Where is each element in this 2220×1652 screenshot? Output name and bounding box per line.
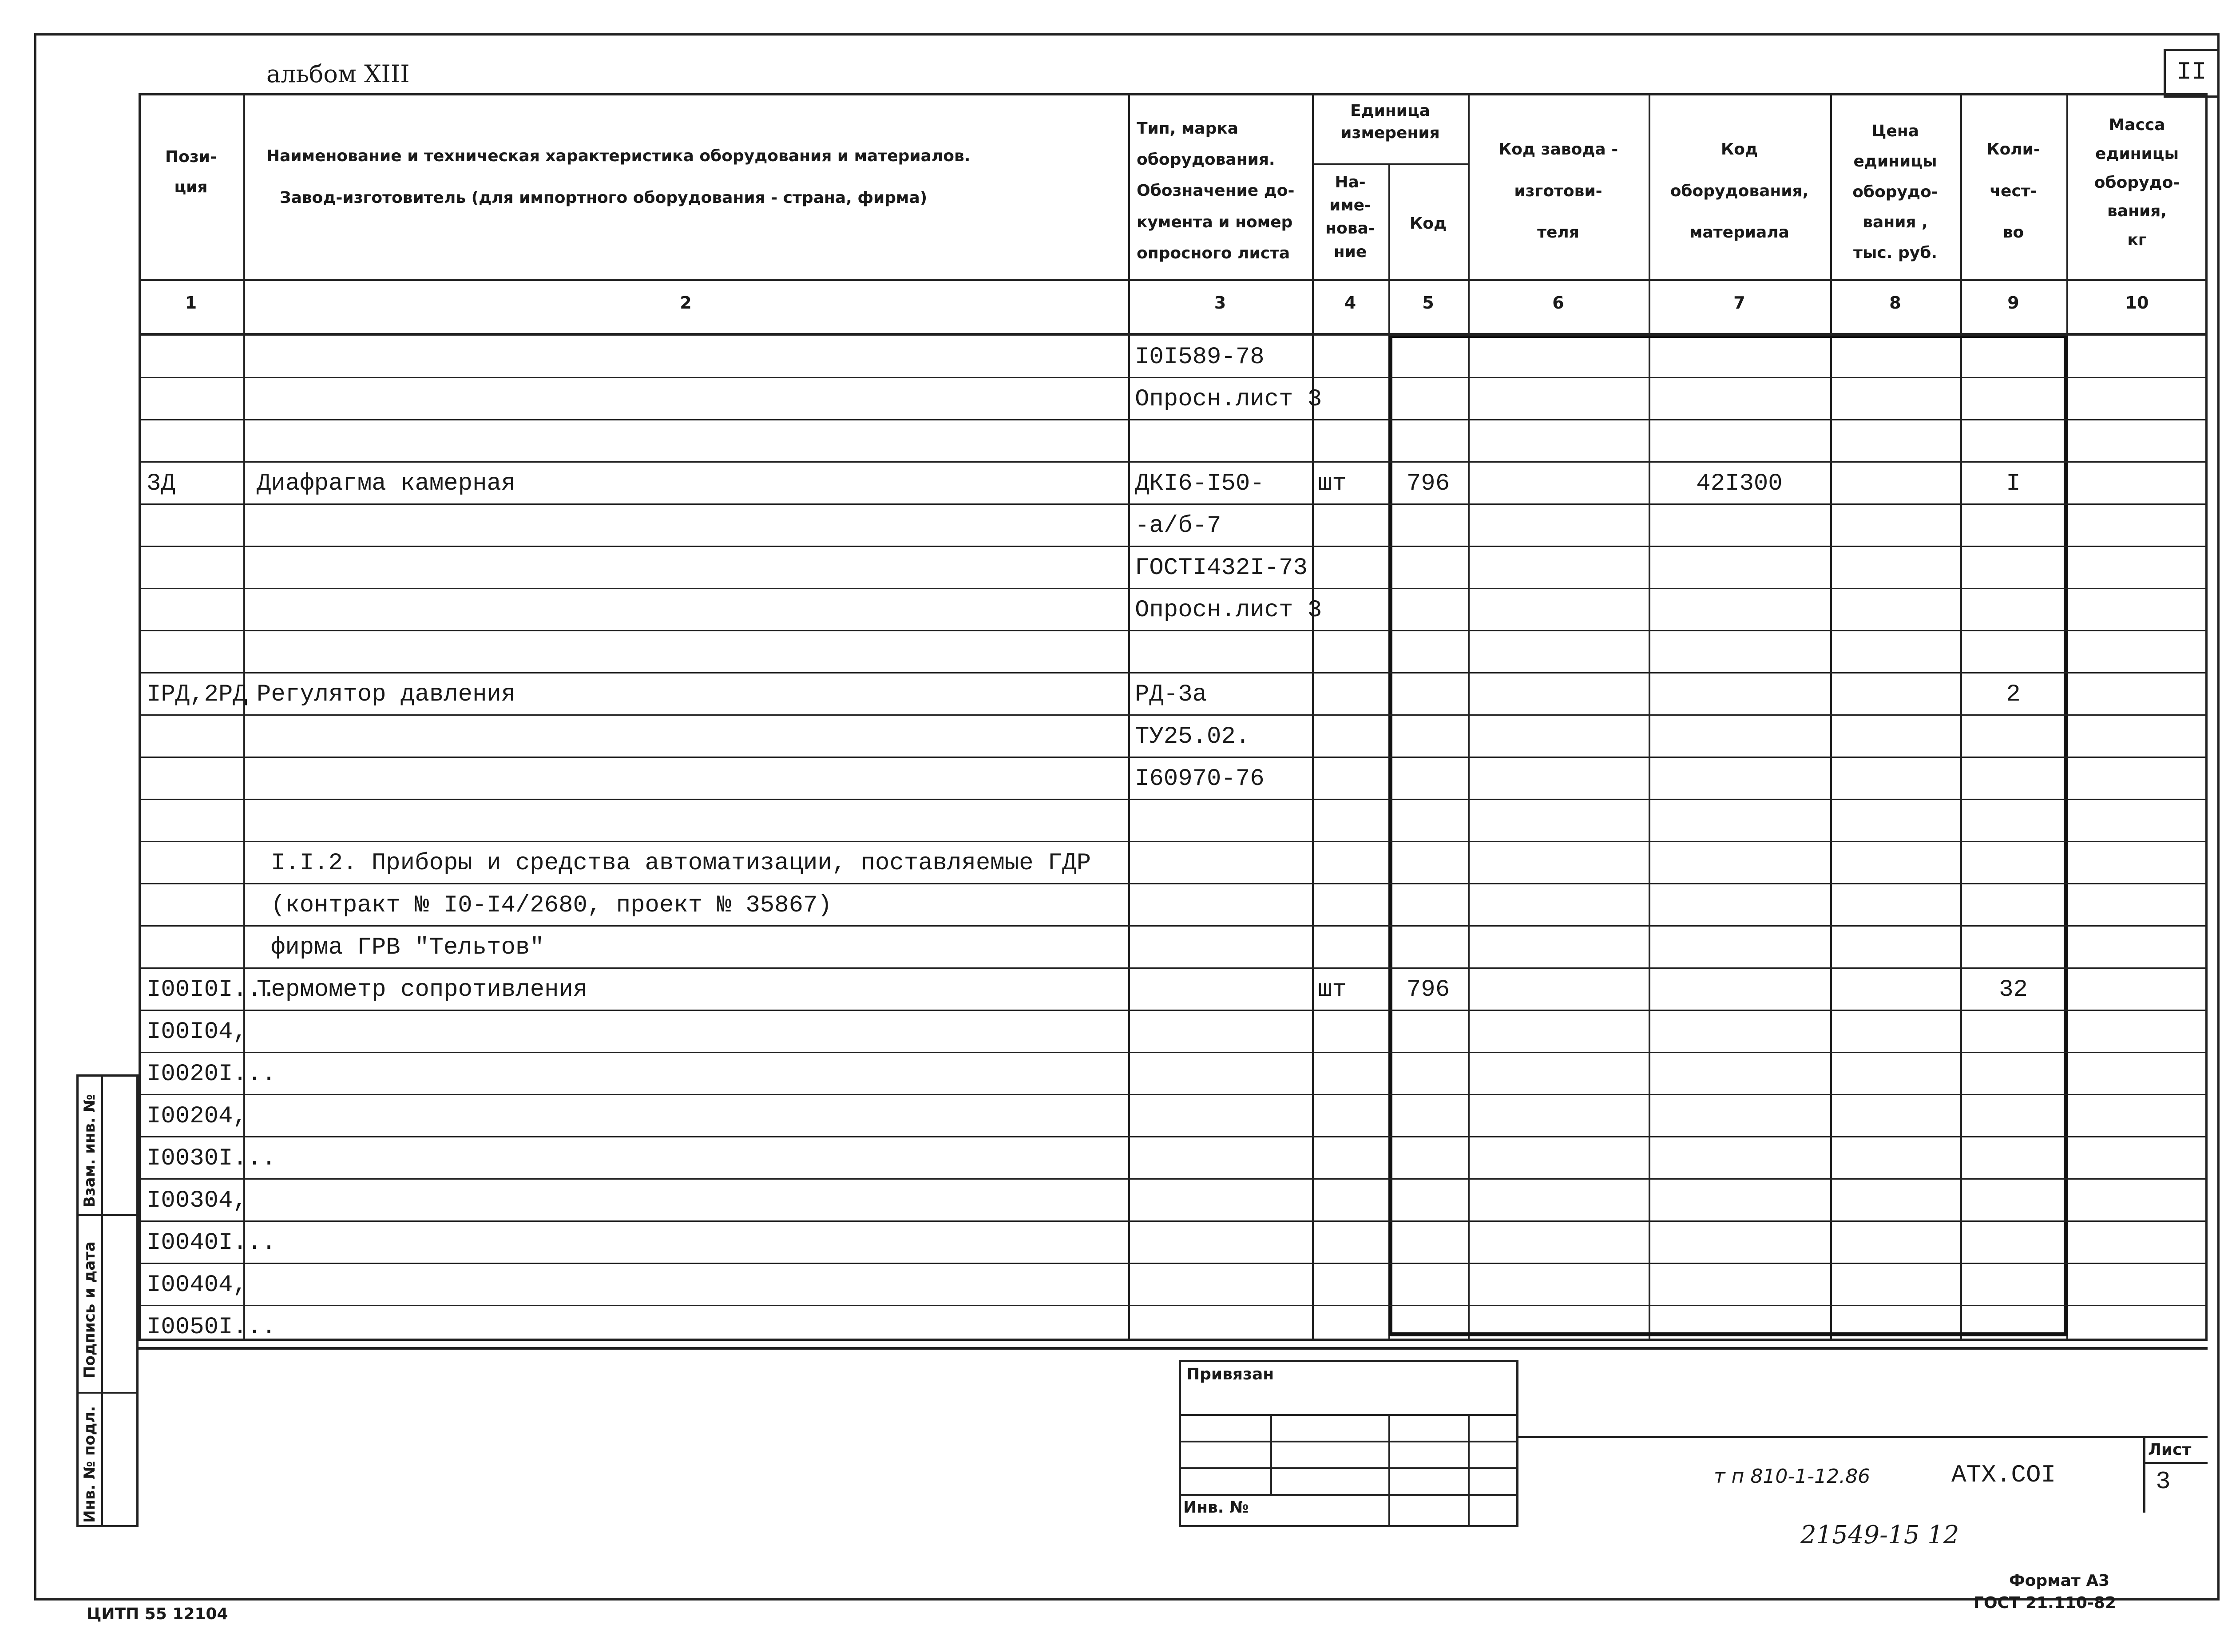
row-divider (139, 757, 2208, 758)
header-unit-code: Код (1409, 214, 1447, 233)
row-divider (139, 672, 2208, 673)
album-title: альбом XIII (266, 60, 410, 88)
row-divider (139, 1052, 2208, 1053)
position-cell: I0050I... (147, 1314, 276, 1341)
header-name: Наименование и техническая характеристика оборудования и материалов. Завод-изготовитель (для импортного оборудования - страна, фирма) (266, 147, 971, 207)
unit-code-cell: 796 (1406, 976, 1450, 1003)
column-number: 7 (1733, 293, 1745, 313)
type-cell: ТУ25.02. (1135, 723, 1250, 750)
row-divider (139, 377, 2208, 378)
side-stamp-inventory: Инв. № подл. (81, 1406, 99, 1523)
row-divider (139, 1263, 2208, 1264)
header-material-code: Код оборудования, материала (1670, 140, 1809, 242)
row-divider (139, 1220, 2208, 1222)
header-type: Тип, марка оборудования. Обозначение до- кумента и номер опросного листа (1137, 119, 1295, 262)
row-divider (139, 630, 2208, 631)
row-divider (139, 588, 2208, 589)
quantity-cell: 32 (1999, 976, 2028, 1003)
side-stamp-signature: Подпись и дата (81, 1241, 99, 1379)
name-cell: (контракт № I0-I4/2680, проект № 35867) (271, 892, 832, 919)
name-cell: Диафрагма камерная (257, 470, 516, 497)
header-unit-name: На- име- нова- ние (1325, 173, 1375, 261)
row-divider (139, 1136, 2208, 1137)
type-cell: ДКI6-I50- (1135, 470, 1265, 497)
name-cell: фирма ГРВ "Тельтов" (271, 934, 544, 961)
position-cell: I00304, (147, 1187, 247, 1214)
column-number: 8 (1889, 293, 1901, 313)
material-code-cell: 42I300 (1696, 470, 1783, 497)
sheet-number: 3 (2156, 1467, 2171, 1496)
row-divider (139, 1094, 2208, 1095)
unit-name-cell: шт (1318, 470, 1347, 497)
name-cell: I.I.2. Приборы и средства автоматизации, поставляемые ГДР (271, 850, 1091, 877)
gost-label: ГОСТ 21.110-82 (1974, 1594, 2117, 1612)
binding-label: Привязан (1186, 1365, 1274, 1383)
row-divider (139, 503, 2208, 505)
type-cell: -а/б-7 (1135, 512, 1221, 539)
quantity-cell: I (2006, 470, 2021, 497)
format-label: Формат А3 (2009, 1572, 2110, 1590)
unit-code-cell: 796 (1406, 470, 1450, 497)
position-cell: I0030I... (147, 1145, 276, 1172)
column-number: 9 (2007, 293, 2019, 313)
header-mass: Масса единицы оборудо- вания, кг (2094, 116, 2180, 250)
column-number: 2 (680, 293, 692, 313)
unit-name-cell: шт (1318, 976, 1347, 1003)
citp-label: ЦИТП 55 12104 (87, 1605, 228, 1623)
row-divider (139, 883, 2208, 884)
sheet-corner-number: II (2176, 58, 2207, 86)
handwritten-number: 21549-15 12 (1800, 1521, 1959, 1549)
column-number: 6 (1552, 293, 1564, 313)
row-divider (139, 799, 2208, 800)
row-divider (139, 1010, 2208, 1011)
row-divider (139, 546, 2208, 547)
position-cell: I0020I... (147, 1061, 276, 1088)
quantity-cell: 2 (2006, 681, 2021, 708)
inventory-label: Инв. № (1183, 1498, 1249, 1517)
column-number: 1 (185, 293, 197, 313)
name-cell: Термометр сопротивления (257, 976, 588, 1003)
sheet-label: Лист (2148, 1441, 2192, 1459)
type-cell: ГОСТI432I-73 (1135, 555, 1308, 582)
type-cell: I0I589-78 (1135, 344, 1265, 371)
header-factory-code: Код завода - изготови- теля (1498, 140, 1618, 242)
column-number: 3 (1214, 293, 1226, 313)
row-divider (139, 419, 2208, 420)
row-divider (139, 714, 2208, 716)
document-code: АТХ.СОI (1951, 1461, 2056, 1489)
header-unit: Единица измерения (1340, 102, 1440, 143)
row-divider (139, 841, 2208, 842)
column-number: 10 (2125, 293, 2149, 313)
type-cell: I60970-76 (1135, 765, 1265, 792)
name-cell: Регулятор давления (257, 681, 516, 708)
position-cell: I0040I... (147, 1229, 276, 1256)
side-stamp-replacement: Взам. инв. № (81, 1094, 99, 1208)
position-cell: 3Д (147, 470, 175, 497)
row-divider (139, 1178, 2208, 1180)
project-number: т п 810-1-12.86 (1714, 1465, 1871, 1488)
position-cell: I00404, (147, 1272, 247, 1299)
position-cell: I00204, (147, 1103, 247, 1130)
position-cell: I00I04, (147, 1018, 247, 1046)
row-divider (139, 925, 2208, 927)
column-number: 5 (1422, 293, 1434, 313)
row-divider (139, 967, 2208, 969)
position-cell: I00I0I... (147, 976, 276, 1003)
header-quantity: Коли- чест- во (1986, 140, 2040, 242)
column-number: 4 (1344, 293, 1356, 313)
type-cell: Опросн.лист 3 (1135, 386, 1322, 413)
type-cell: РД-3а (1135, 681, 1207, 708)
row-divider (139, 461, 2208, 463)
position-cell: IРД,2РД (147, 681, 247, 708)
type-cell: Опросн.лист 3 (1135, 597, 1322, 624)
row-divider (139, 1305, 2208, 1306)
header-price: Цена единицы оборудо- вания , тыс. руб. (1852, 122, 1938, 262)
header-position: Пози- ция (165, 148, 217, 197)
table-bottom-line (139, 1348, 2208, 1350)
